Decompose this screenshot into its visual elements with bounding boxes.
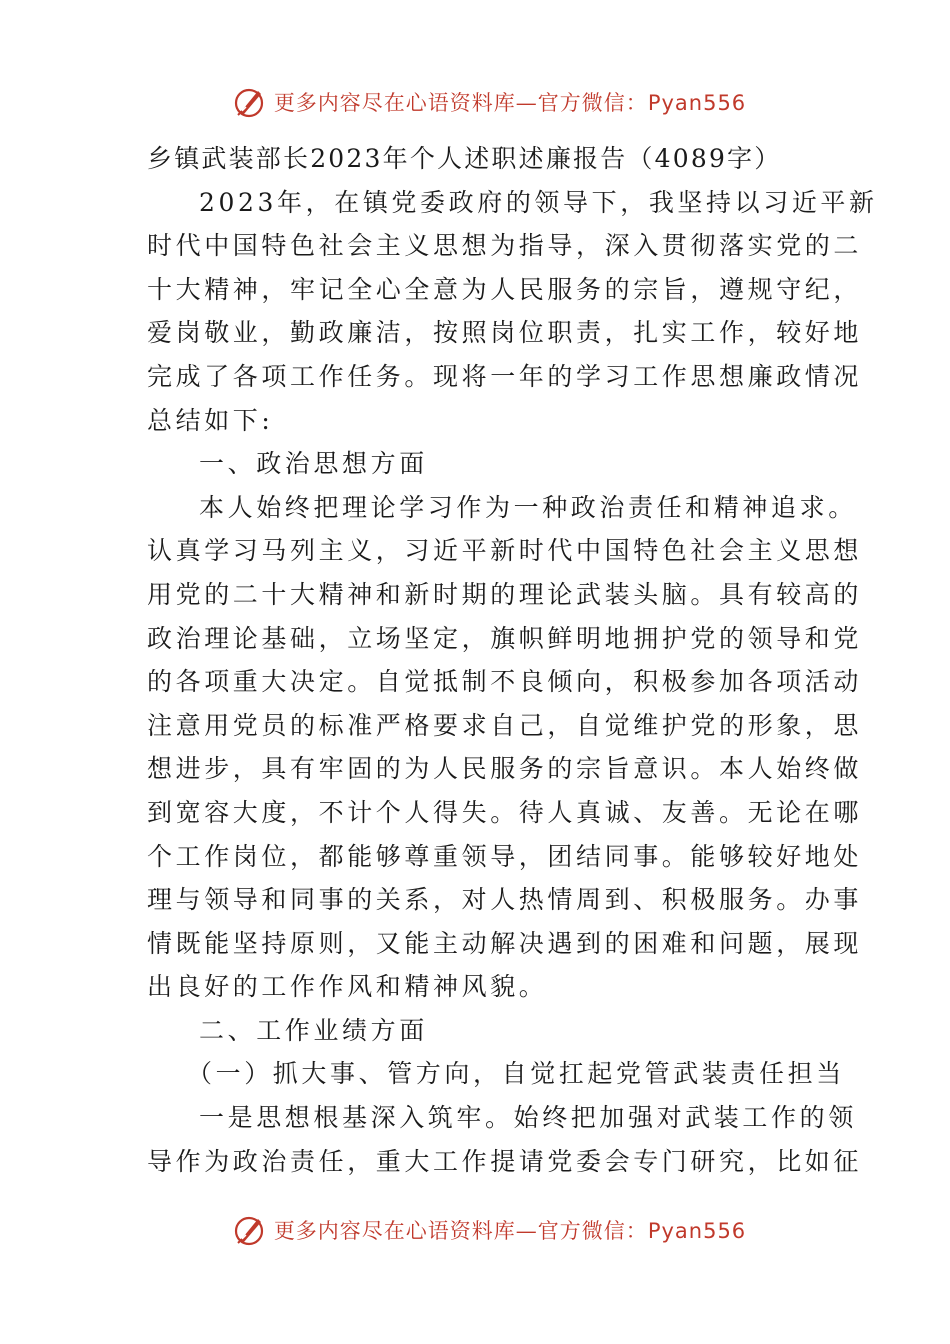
paragraph-line: 完成了各项工作任务。现将一年的学习工作思想廉政情况 xyxy=(147,361,863,391)
paragraph-line: 一是思想根基深入筑牢。始终把加强对武装工作的领 xyxy=(199,1103,857,1133)
watermark-banner-bottom xyxy=(0,1208,950,1252)
paragraph-line: 到宽容大度，不计个人得失。待人真诚、友善。无论在哪 xyxy=(147,797,863,827)
watermark-text-main: 更多内容尽在心语资料库—官方微信： xyxy=(273,91,648,115)
paragraph-line: 的各项重大决定。自觉抵制不良倾向，积极参加各项活动 xyxy=(147,667,863,697)
paragraph-line: 注意用党员的标准严格要求自己，自觉维护党的形象，思 xyxy=(147,710,863,740)
watermark-wechat-id: Pyan556 xyxy=(647,91,747,115)
section-heading: 二、工作业绩方面 xyxy=(199,1015,428,1045)
watermark-banner-top xyxy=(0,80,950,124)
paragraph-line: 本人始终把理论学习作为一种政治责任和精神追求。 xyxy=(199,492,857,522)
paragraph-line: 政治理论基础，立场坚定，旗帜鲜明地拥护党的领导和党 xyxy=(147,623,863,653)
watermark-text-main: 更多内容尽在心语资料库—官方微信： xyxy=(273,1219,648,1243)
paragraph-line: 想进步，具有牢固的为人民服务的宗旨意识。本人始终做 xyxy=(147,754,863,784)
paragraph-line: 理与领导和同事的关系，对人热情周到、积极服务。办事 xyxy=(147,885,863,915)
quill-pen-circle-icon xyxy=(232,85,266,119)
paragraph-line: 用党的二十大精神和新时期的理论武装头脑。具有较高的 xyxy=(147,579,863,609)
paragraph-line: 十大精神，牢记全心全意为人民服务的宗旨，遵规守纪， xyxy=(147,274,863,304)
document-body xyxy=(147,137,878,1183)
paragraph-line: 总结如下: xyxy=(147,405,274,435)
paragraph-line: 个工作岗位，都能够尊重领导，团结同事。能够较好地处 xyxy=(147,841,863,871)
quill-pen-circle-icon xyxy=(232,1213,266,1247)
watermark-text xyxy=(274,87,746,117)
watermark-wechat-id: Pyan556 xyxy=(647,1219,747,1243)
paragraph-line: 出良好的工作作风和精神风貌。 xyxy=(147,972,548,1002)
document-title: 乡镇武装部长2023年个人述职述廉报告（4089字） xyxy=(147,144,782,173)
watermark-text xyxy=(274,1215,746,1245)
paragraph-line: 2023年，在镇党委政府的领导下，我坚持以习近平新 xyxy=(199,187,878,217)
subsection-heading: （一）抓大事、管方向，自觉扛起党管武装责任担当 xyxy=(187,1059,845,1089)
paragraph-line: 情既能坚持原则，又能主动解决遇到的困难和问题，展现 xyxy=(147,928,863,958)
watermark-banner-inner xyxy=(232,1213,746,1247)
paragraph-line: 时代中国特色社会主义思想为指导，深入贯彻落实党的二 xyxy=(147,231,863,261)
watermark-banner-inner xyxy=(232,85,746,119)
paragraph-line: 认真学习马列主义，习近平新时代中国特色社会主义思想 xyxy=(147,536,863,566)
paragraph-line: 爱岗敬业，勤政廉洁，按照岗位职责，扎实工作，较好地 xyxy=(147,318,863,348)
section-heading: 一、政治思想方面 xyxy=(199,449,428,479)
paragraph-line: 导作为政治责任，重大工作提请党委会专门研究，比如征 xyxy=(147,1146,863,1176)
